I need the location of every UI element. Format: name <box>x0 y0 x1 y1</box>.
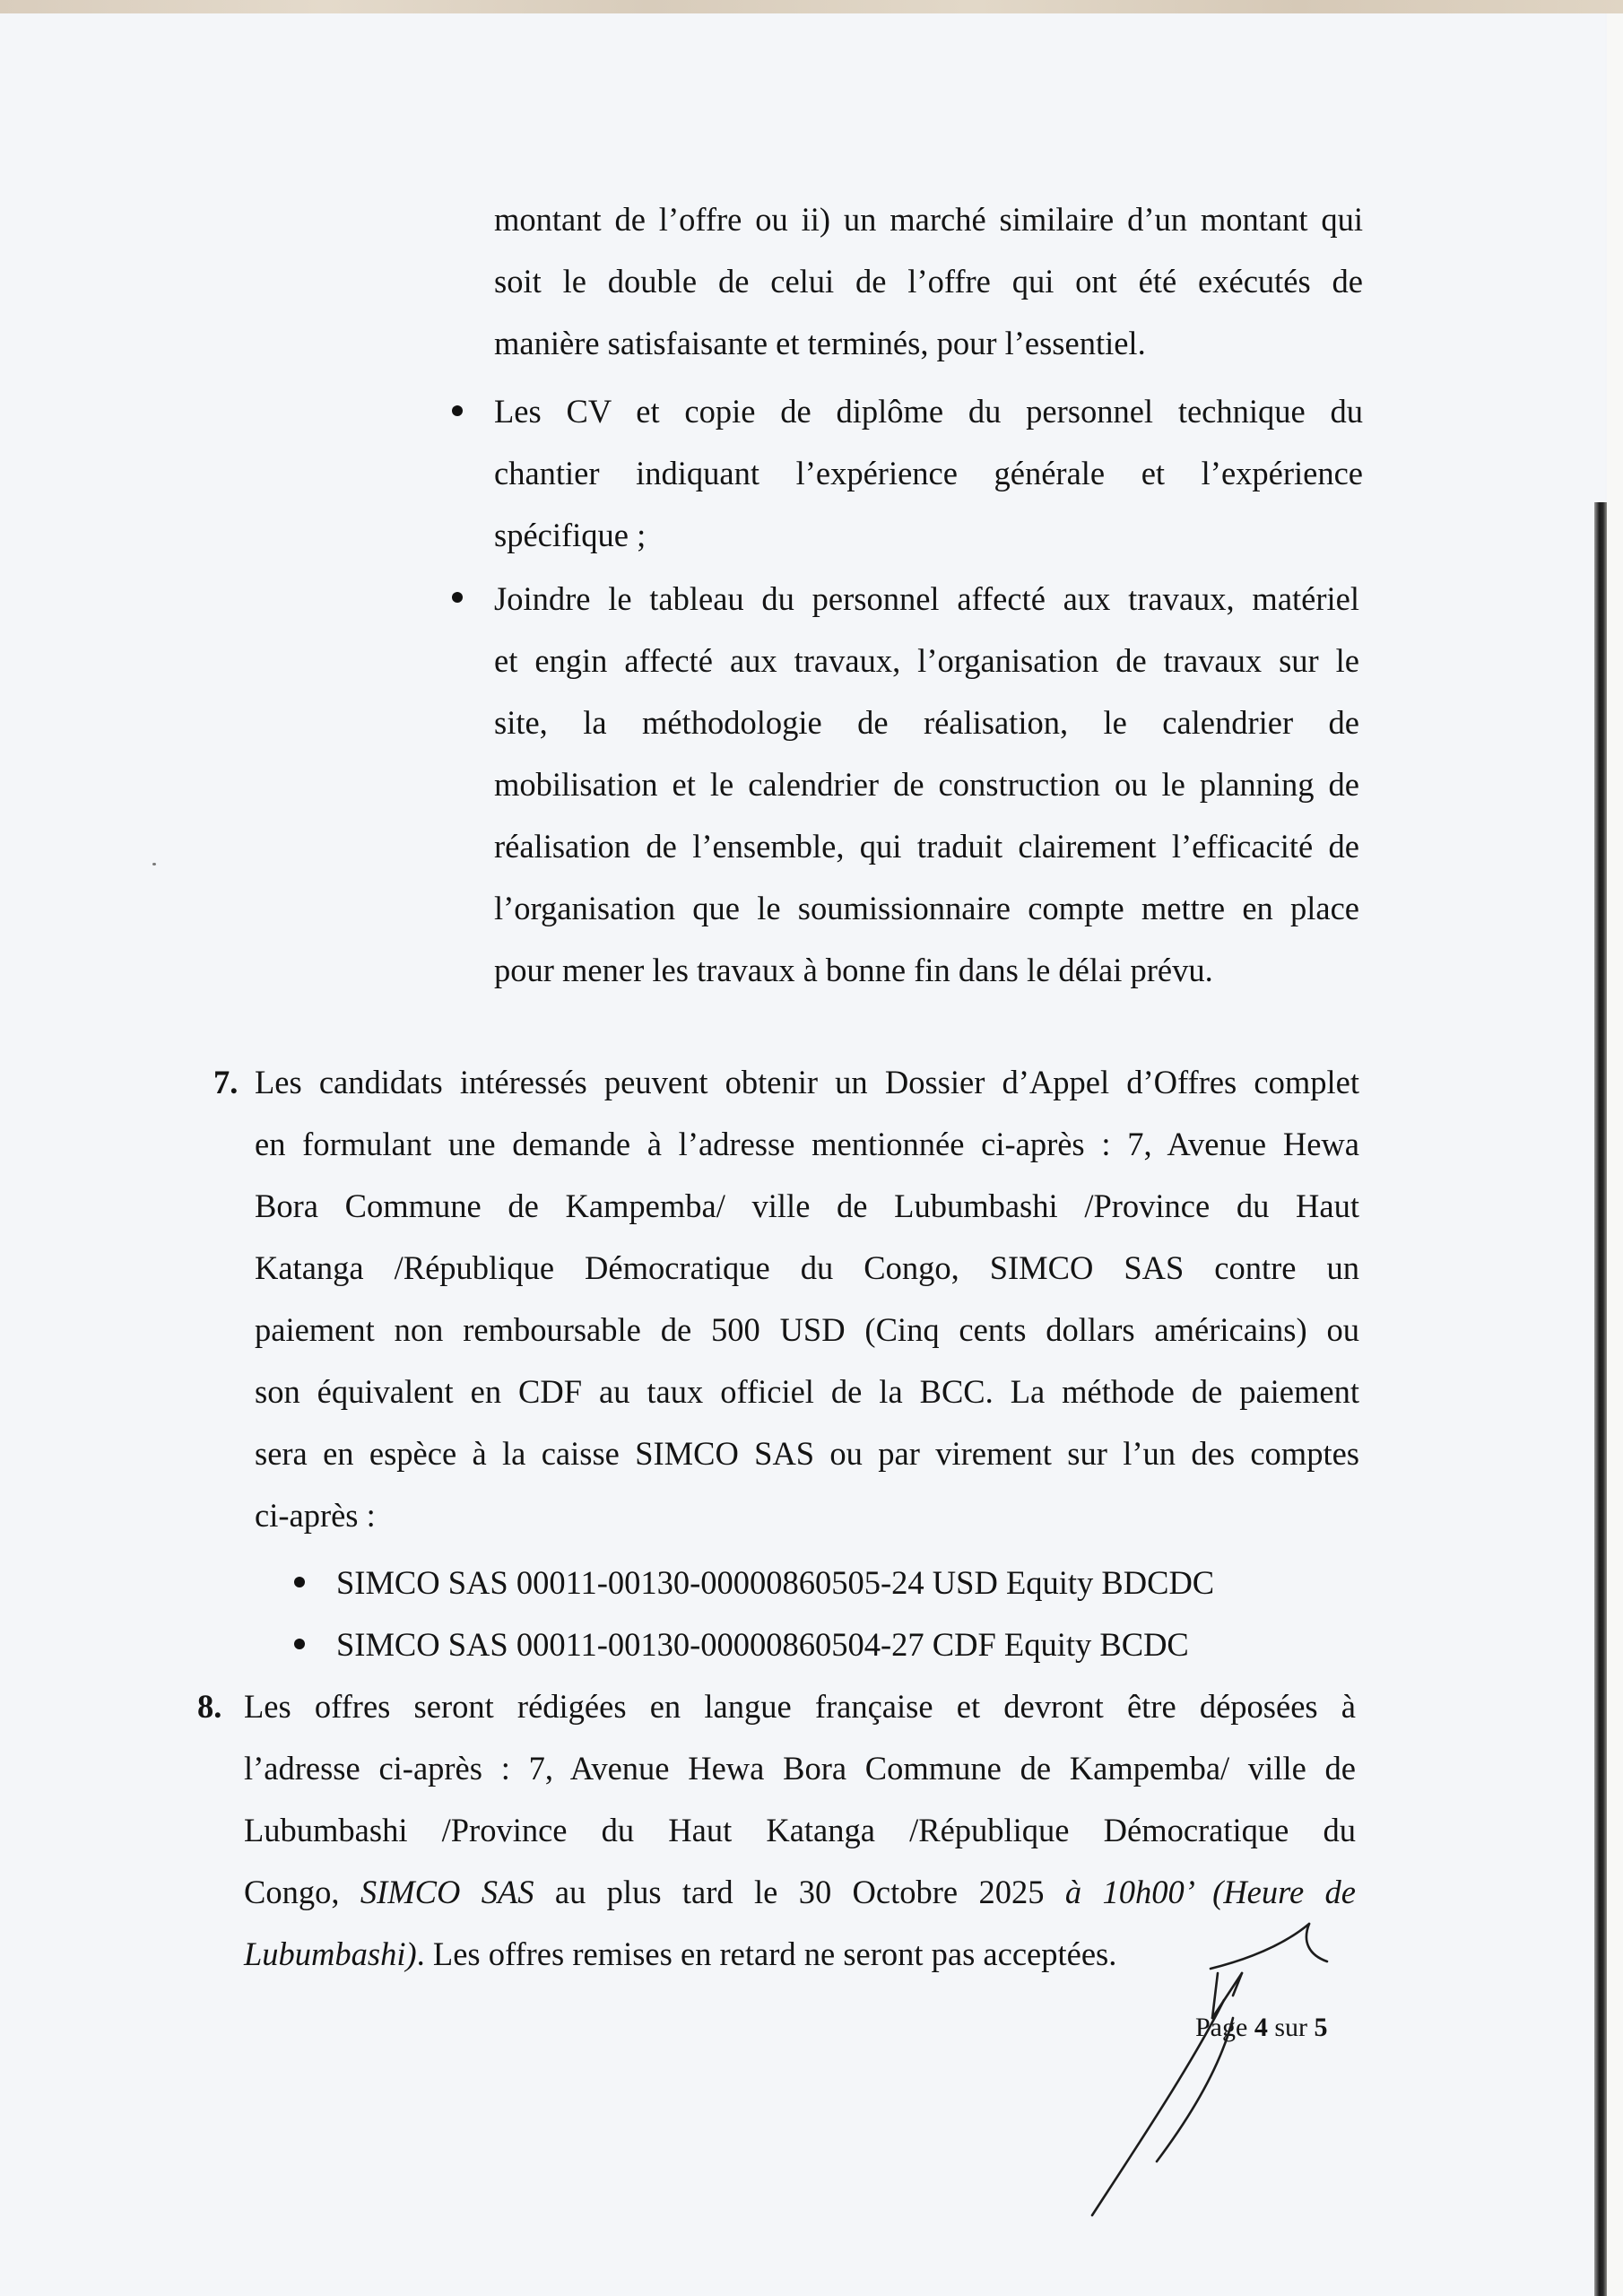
text-line <box>244 1923 1356 1985</box>
text-line: spécifique ; <box>494 517 647 553</box>
text-line: l’adresse ci-après : 7, Avenue Hewa Bora Commune de Kampemba/ ville de <box>244 1750 1356 1787</box>
company-name-italic: SIMCO SAS <box>360 1874 534 1910</box>
item-number-8: 8. <box>197 1688 222 1725</box>
text-line: Les candidats intéressés peuvent obtenir un Dossier d’Appel d’Offres complet <box>255 1064 1359 1100</box>
page-number <box>1195 2010 1328 2046</box>
account-usd <box>336 1552 1367 1613</box>
text-line: site, la méthodologie de réalisation, le calendrier de <box>494 704 1359 741</box>
account-cdf <box>336 1613 1367 1675</box>
text-line: son équivalent en CDF au taux officiel de la BCC. La méthode de paiement <box>255 1373 1359 1410</box>
item-8-paragraph <box>244 1675 1356 1985</box>
page-outer-margin <box>1607 13 1623 2296</box>
text-line: sera en espèce à la caisse SIMCO SAS ou par virement sur l’un des comptes <box>255 1435 1359 1472</box>
text-line: mobilisation et le calendrier de construction ou le planning de <box>494 766 1359 803</box>
item-7-paragraph <box>255 1051 1359 1546</box>
bullet-dot <box>294 1639 305 1649</box>
text-line: soit le double de celui de l’offre qui ont été exécutés de <box>494 263 1363 300</box>
text-line: et engin affecté aux travaux, l’organisation de travaux sur le <box>494 642 1359 679</box>
page-total: 5 <box>1314 2013 1328 2042</box>
text-line: ci-après : <box>255 1497 376 1534</box>
text-line: Les offres seront rédigées en langue française et devront être déposées à <box>244 1688 1356 1725</box>
scan-speck <box>152 863 156 865</box>
bullet-dot <box>452 592 463 603</box>
bullet-dot <box>452 405 463 416</box>
text-line: Bora Commune de Kampemba/ ville de Lubumbashi /Province du Haut <box>255 1187 1359 1224</box>
text-line <box>244 1861 1356 1923</box>
page-sep: sur <box>1267 2013 1315 2042</box>
text-line: réalisation de l’ensemble, qui traduit clairement l’efficacité de <box>494 828 1359 865</box>
bullet-item-tableau <box>494 568 1359 1001</box>
text-line: paiement non remboursable de 500 USD (Cinq cents dollars américains) ou <box>255 1311 1359 1348</box>
text-run: Congo, <box>244 1874 360 1910</box>
text-line: manière satisfaisante et terminés, pour l’essentiel. <box>494 325 1146 361</box>
text-run: au plus tard le 30 Octobre 2025 <box>534 1874 1065 1910</box>
text-line: Les CV et copie de diplôme du personnel technique du <box>494 393 1363 430</box>
text-line: l’organisation que le soumissionnaire compte mettre en place <box>494 890 1359 926</box>
text-line: montant de l’offre ou ii) un marché similaire d’un montant qui <box>494 201 1363 238</box>
bullet-item-cv <box>494 380 1363 566</box>
text-line: pour mener les travaux à bonne fin dans le délai prévu. <box>494 952 1213 988</box>
continuation-paragraph <box>494 188 1363 374</box>
text-run: . Les offres remises en retard ne seront pas acceptées. <box>416 1935 1117 1972</box>
bullet-dot <box>294 1577 305 1587</box>
text-line: Joindre le tableau du personnel affecté aux travaux, matériel <box>494 580 1359 617</box>
text-line: chantier indiquant l’expérience générale et l’expérience <box>494 455 1363 491</box>
text-line: Katanga /République Démocratique du Congo, SIMCO SAS contre un <box>255 1249 1359 1286</box>
city-italic: Lubumbashi) <box>244 1935 417 1972</box>
page-label: Page <box>1195 2013 1254 2042</box>
scanner-background-strip <box>0 0 1623 13</box>
account-line: SIMCO SAS 00011-00130-00000860504-27 CDF Equity BCDC <box>336 1626 1189 1663</box>
page-current: 4 <box>1254 2013 1268 2042</box>
account-line: SIMCO SAS 00011-00130-00000860505-24 USD Equity BDCDC <box>336 1564 1215 1601</box>
page-edge-shadow <box>1594 502 1607 2296</box>
text-line: Lubumbashi /Province du Haut Katanga /République Démocratique du <box>244 1812 1356 1848</box>
text-line: en formulant une demande à l’adresse mentionnée ci-après : 7, Avenue Hewa <box>255 1126 1359 1162</box>
item-number-7: 7. <box>213 1064 239 1100</box>
deadline-time-italic: à 10h00’ (Heure de <box>1064 1874 1356 1910</box>
